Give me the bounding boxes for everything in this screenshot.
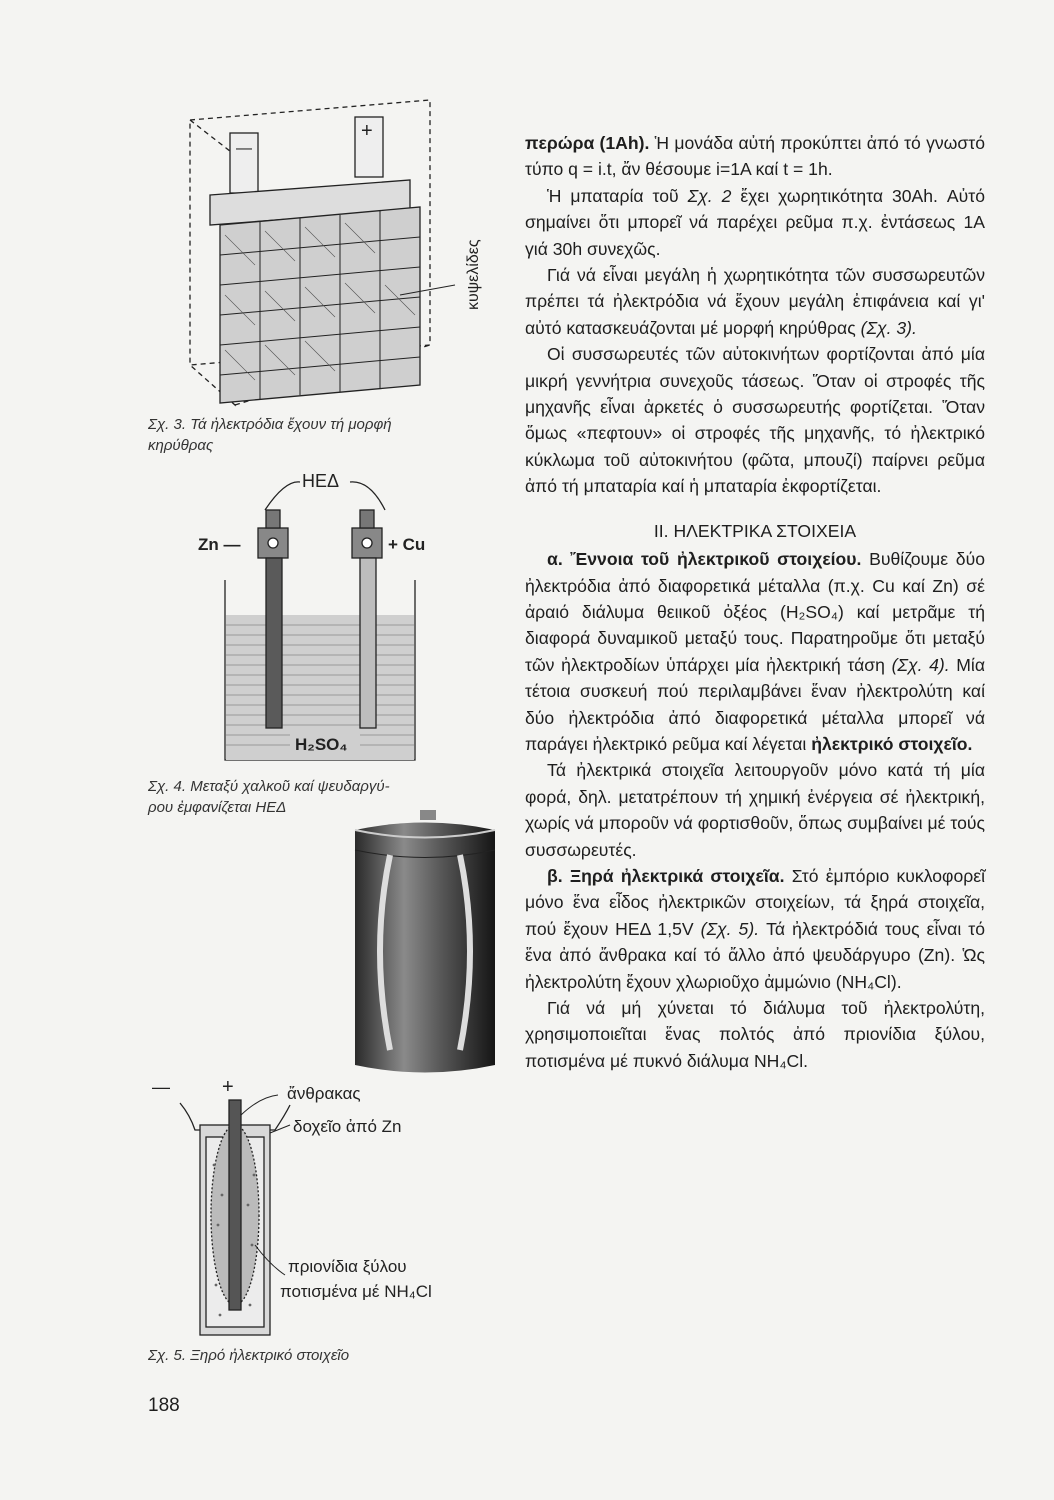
fig3-minus-sign: — bbox=[236, 140, 252, 157]
subheading-a: α. Ἔννοια τοῦ ἠλεκτρικοῦ στοιχείου. bbox=[547, 549, 862, 570]
fig4-cu-label: + Cu bbox=[388, 535, 426, 554]
figure-ref-5: (Σχ. 5). bbox=[700, 918, 760, 939]
figure-ref-4: (Σχ. 4). bbox=[891, 654, 950, 675]
p3-text: Γιά νά εἶναι μεγάλη ἡ χωρητικότητα τῶν συσσωρευτῶν πρέπει τά ἠλεκτρόδια νά ἔχουν μεγάλη ἐπιφάνεια καί γι' αὐτό κατασκευάζονται μέ μορφή κηρύθρας bbox=[525, 265, 985, 338]
fig4-caption-line2: ρου ἐμφανίζεται ΗΕΔ bbox=[148, 799, 287, 816]
paragraph-battery-capacity bbox=[525, 183, 985, 262]
fig3-caption-line1: Σχ. 3. Τά ἠλεκτρόδια ἔχουν τή μορφή bbox=[148, 416, 392, 433]
p7-text-b: Τά ἠλεκτρόδιά τους εἶναι τό ἕνα ἀπό ἄνθρακα καί τό ἄλλο ἀπό ψευδάργυρο (Zn). Ὡς ἠλεκτρολύτη ἔχουν χλωριοῦχο ἀμμώνιο (NH₄Cl). bbox=[525, 918, 985, 992]
fig4-emf-label: ΗΕΔ bbox=[302, 471, 340, 491]
p2-text-a: Ἡ μπαταρία τοῦ bbox=[547, 185, 688, 206]
battery-photo bbox=[350, 810, 500, 1080]
fig3-battery-diagram bbox=[180, 95, 500, 425]
fig5-label-container: δοχεῖο ἀπό Zn bbox=[293, 1117, 402, 1136]
fig5-label-sawdust-line2: ποτισμένα μέ NH₄Cl bbox=[280, 1282, 432, 1301]
fig5-plus-sign: + bbox=[222, 1076, 234, 1098]
paragraph-capacity-unit bbox=[525, 130, 985, 183]
fig4-zn-label: Zn — bbox=[198, 535, 241, 554]
fig4-cell-diagram bbox=[190, 470, 470, 770]
fig3-caption-line2: κηρύθρας bbox=[148, 437, 214, 454]
term-ampere-hour: περώρα (1Ah). bbox=[525, 133, 650, 153]
fig5-dry-cell-diagram bbox=[150, 1075, 490, 1345]
fig5-caption: Σχ. 5. Ξηρό ἠλεκτρικό στοιχεῖο bbox=[148, 1347, 350, 1364]
p5-text-a: Βυθίζουμε δύο ἠλεκτρόδια ἀπό διαφορετικά μέταλλα (π.χ. Cu καί Zn) σέ ἀραιό διάλυμα θειικοῦ ὀξέος (H₂SO₄) καί μετρᾶμε τή διαφορά δυναμικοῦ μεταξύ τους. Παρατηροῦμε ὅτι μεταξύ τῶν ἠλεκτροδίων ὑπάρχει μία ἠλεκτρική τάση bbox=[525, 549, 985, 675]
fig5-label-sawdust-line1: πριονίδια ξύλου bbox=[288, 1257, 407, 1276]
fig4-caption-line1: Σχ. 4. Μεταξύ χαλκοῦ καί ψευδαργύ- bbox=[148, 778, 390, 795]
fig5-minus-sign: — bbox=[152, 1077, 170, 1097]
fig3-cells-label: κυψελίδες bbox=[465, 239, 482, 310]
p5-text-b: Μία τέτοια συσκευή πού περιλαμβάνει ἕναν ἠλεκτρολύτη καί δύο ἠλεκτρόδια ἀπό διαφορετικά μέταλλα μπορεῖ νά παράγει ἠλεκτρικό ρεῦμα καί λέγεται bbox=[525, 654, 986, 754]
main-text-column bbox=[525, 130, 985, 1074]
p1-text: Ἡ μονάδα αὐτή προκύπτει ἀπό τό γνωστό τύπο q = i.t, ἄν θέσουμε i=1A καί t = 1h. bbox=[525, 133, 986, 180]
figure-ref-3: (Σχ. 3). bbox=[860, 317, 917, 338]
fig5-label-carbon: ἄνθρακας bbox=[287, 1084, 361, 1103]
paragraph-electric-cell bbox=[525, 546, 985, 757]
subheading-b: β. Ξηρά ἠλεκτρικά στοιχεῖα. bbox=[547, 865, 785, 886]
section-heading: ΙΙ. ΗΛΕΚΤΡΙΚΑ ΣΤΟΙΧΕΙΑ bbox=[653, 520, 857, 541]
page-number: 188 bbox=[148, 1395, 180, 1416]
paragraph-dry-cells bbox=[525, 863, 985, 995]
fig3-caption bbox=[148, 414, 488, 456]
paragraph-electrode-surface bbox=[525, 262, 985, 341]
paragraph-one-direction: Τά ἠλεκτρικά στοιχεῖα λειτουργοῦν μόνο κατά τή μία φορά, δηλ. μετατρέπουν τή χημική ἐνέργεια σέ ἠλεκτρική, χωρίς νά μποροῦν νά φορτισθοῦν, ὅπως συμβαίνει μέ τούς συσσωρευτές. bbox=[525, 760, 985, 860]
figure-ref-2: Σχ. 2 bbox=[687, 185, 732, 206]
fig3-plus-sign: + bbox=[361, 120, 373, 142]
paragraph-paste: Γιά νά μή χύνεται τό διάλυμα τοῦ ἠλεκτρολύτη, χρησιμοποιεῖται ἕνας πολτός ἀπό πριονίδια ξύλου, ποτισμένα μέ πυκνό διάλυμα NH₄Cl. bbox=[525, 998, 985, 1071]
p2-text-b: ἔχει χωρητικότητα 30Ah. Αὐτό σημαίνει ὅτι μπορεῖ νά παρέχει ρεῦμα π.χ. ἐντάσεως 1A γιά 30h συνεχῶς. bbox=[525, 185, 985, 259]
paragraph-car-charging: Οἱ συσσωρευτές τῶν αὐτοκινήτων φορτίζονται ἀπό μία μικρή γεννήτρια συνεχοῦς τάσεως. Ὅταν οἱ στροφές τῆς μηχανῆς εἶναι ἀρκετές ὁ συσσωρευτής φορτίζεται. Ὅταν ὅμως «πεφτουν» οἱ στροφές τῆς μηχανῆς, τό ἠλεκτρικό κύκλωμα τοῦ αὐτοκινήτου (φῶτα, μπουζί) παίρνει ρεῦμα ἀπό τή μπαταρία καί ἡ μπαταρία ἐκφορτίζεται. bbox=[525, 344, 985, 497]
p7-text-a: Στό ἐμπόριο κυκλοφορεῖ μόνο ἕνα εἶδος ἠλεκτρικῶν στοιχείων, τά ξηρά στοιχεῖα, πού ἔχουν ΗΕΔ 1,5V bbox=[525, 865, 985, 939]
term-electric-cell: ἠλεκτρικό στοιχεῖο. bbox=[811, 733, 973, 754]
fig4-acid-label: H₂SO₄ bbox=[295, 735, 348, 754]
